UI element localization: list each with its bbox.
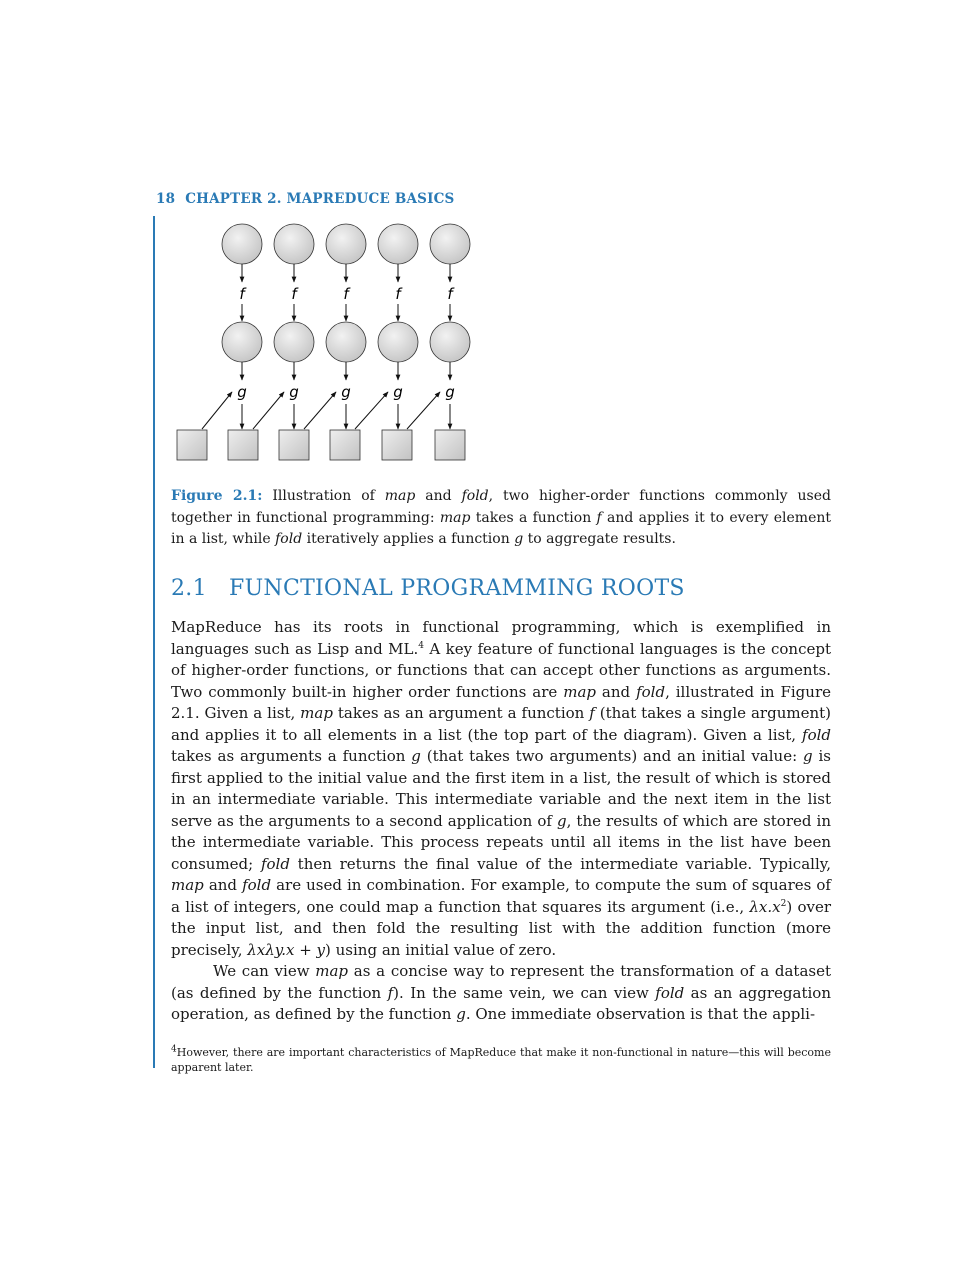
accumulator-box <box>435 430 465 460</box>
term-map: map <box>315 962 349 980</box>
figure-caption <box>171 486 831 551</box>
accumulator-box <box>382 430 412 460</box>
term-fold: fold <box>242 876 272 894</box>
running-head <box>156 191 455 207</box>
term-map: map <box>171 876 204 894</box>
term-map: map <box>300 704 333 722</box>
caption-label: Figure 2.1: <box>171 488 263 504</box>
mapped-node <box>274 322 314 362</box>
section-title: FUNCTIONAL PROGRAMMING ROOTS <box>229 576 685 601</box>
mapped-node <box>326 322 366 362</box>
text-run: is first applied to the initial value and the first item in a list, the result of which is stored in an intermediate variable. This intermediate variable and the next item in the list serve as the arguments to a second application of <box>171 747 832 830</box>
fold-carry-arrow <box>253 392 284 429</box>
term-fold: fold <box>802 725 831 744</box>
input-node <box>430 224 470 264</box>
text-run: and <box>203 876 243 894</box>
function-f-label: f <box>343 285 349 303</box>
text-run: then returns the final value of the intermediate variable. Typically, <box>289 854 831 873</box>
function-g-label: g <box>445 383 455 401</box>
section-heading <box>171 576 831 601</box>
text-run: as a concise way to represent the transformation of a dataset (as defined by the function <box>171 962 831 1002</box>
figure-map-fold-diagram <box>170 218 480 468</box>
function-g-label: g <box>393 383 403 401</box>
caption-term-map: map <box>439 509 471 526</box>
math-exponent: 2 <box>780 898 787 909</box>
function-f-label: f <box>395 285 401 303</box>
function-f-label: f <box>239 285 245 303</box>
caption-text: Illustration of <box>262 488 385 504</box>
fold-carry-arrow <box>407 392 440 429</box>
footnote-text: However, there are important characteristics of MapReduce that make it non-functional in nature—this will become apparent later. <box>171 1046 831 1074</box>
fold-carry-arrow <box>202 392 232 429</box>
footnote-mark: 4 <box>171 1044 177 1055</box>
text-run: takes as an argument a function <box>332 704 590 722</box>
mapped-node <box>430 322 470 362</box>
chapter-title: CHAPTER 2. MAPREDUCE BASICS <box>185 191 455 207</box>
var-f: f <box>589 704 595 722</box>
input-node <box>222 224 262 264</box>
function-g-label: g <box>237 383 247 401</box>
text-run: (that takes a single argument) and applies it to all elements in a list (the top part of the diagram). Given a list, <box>171 704 831 744</box>
fold-carry-arrow <box>355 392 388 429</box>
body-text <box>171 617 831 1026</box>
math-lambda: λxλy.x + y <box>247 940 326 959</box>
var-f: f <box>387 983 394 1002</box>
input-node <box>378 224 418 264</box>
paragraph <box>171 961 831 1026</box>
section-number: 2.1 <box>171 576 207 601</box>
accumulator-box <box>228 430 258 460</box>
var-g: g <box>411 747 421 765</box>
input-node <box>326 224 366 264</box>
text-run: and <box>596 682 637 701</box>
function-f-label: f <box>447 285 453 303</box>
margin-rule <box>153 216 155 1068</box>
mapped-node <box>222 322 262 362</box>
caption-text: takes a function <box>470 509 597 526</box>
text-run: ) over the input list, and then fold the resulting list with the addition function (more precisely, <box>171 897 831 959</box>
text-run: (that takes two arguments) and an initial value: <box>420 747 804 765</box>
caption-var-g: g <box>514 531 524 547</box>
text-run: We can view <box>213 962 316 980</box>
caption-var-f: f <box>596 509 602 526</box>
text-run: , the results of which are stored in the intermediate variable. This process repeats until all items in the list have been consumed; <box>171 811 831 873</box>
text-run: ) using an initial value of zero. <box>325 940 557 959</box>
term-fold: fold <box>636 682 666 701</box>
var-g: g <box>803 747 813 765</box>
text-run: are used in combination. For example, to compute the sum of squares of a list of integers, one could map a function that squares its argument (i.e., <box>171 876 831 916</box>
accumulator-box <box>330 430 360 460</box>
caption-term-map: map <box>384 488 416 504</box>
map-fold-diagram <box>170 218 480 468</box>
text-run: takes as arguments a function <box>171 747 412 765</box>
caption-text: to aggregate results. <box>523 531 676 547</box>
accumulator-box <box>279 430 309 460</box>
function-g-label: g <box>289 383 299 401</box>
term-fold: fold <box>655 983 685 1002</box>
caption-text: iteratively applies a function <box>302 531 515 547</box>
text-run: , illustrated in Figure 2.1. Given a list, <box>171 682 831 722</box>
function-g-label: g <box>341 383 351 401</box>
text-run: A key feature of functional languages is the concept of higher-order functions, or functions that can accept other functions as arguments. Two commonly built-in higher order functions are <box>171 639 831 701</box>
caption-text: and <box>415 488 462 504</box>
caption-term-fold: fold <box>275 531 303 547</box>
paragraph <box>171 617 831 961</box>
fold-carry-arrow <box>304 392 336 429</box>
page-number: 18 <box>156 191 176 207</box>
input-node <box>274 224 314 264</box>
term-map: map <box>563 682 596 701</box>
math-lambda: λx.x <box>749 897 781 916</box>
function-f-label: f <box>291 285 297 303</box>
footnote-ref: 4 <box>418 640 424 651</box>
footnote <box>171 1045 831 1075</box>
caption-text: and applies it to every element in a list, while <box>171 509 831 547</box>
text-run: as an aggregation operation, as defined by the function <box>171 983 831 1023</box>
text-run: MapReduce has its roots in functional programming, which is exemplified in languages such as Lisp and ML. <box>171 618 831 658</box>
accumulator-box <box>177 430 207 460</box>
term-fold: fold <box>260 854 290 873</box>
caption-term-fold: fold <box>461 488 489 504</box>
var-g: g <box>456 1005 466 1023</box>
mapped-node <box>378 322 418 362</box>
text-run: ). In the same vein, we can view <box>393 983 656 1002</box>
var-g: g <box>557 811 567 830</box>
caption-text: , two higher-order functions commonly used together in functional programming: <box>171 488 831 526</box>
text-run: . One immediate observation is that the appli- <box>465 1005 816 1023</box>
